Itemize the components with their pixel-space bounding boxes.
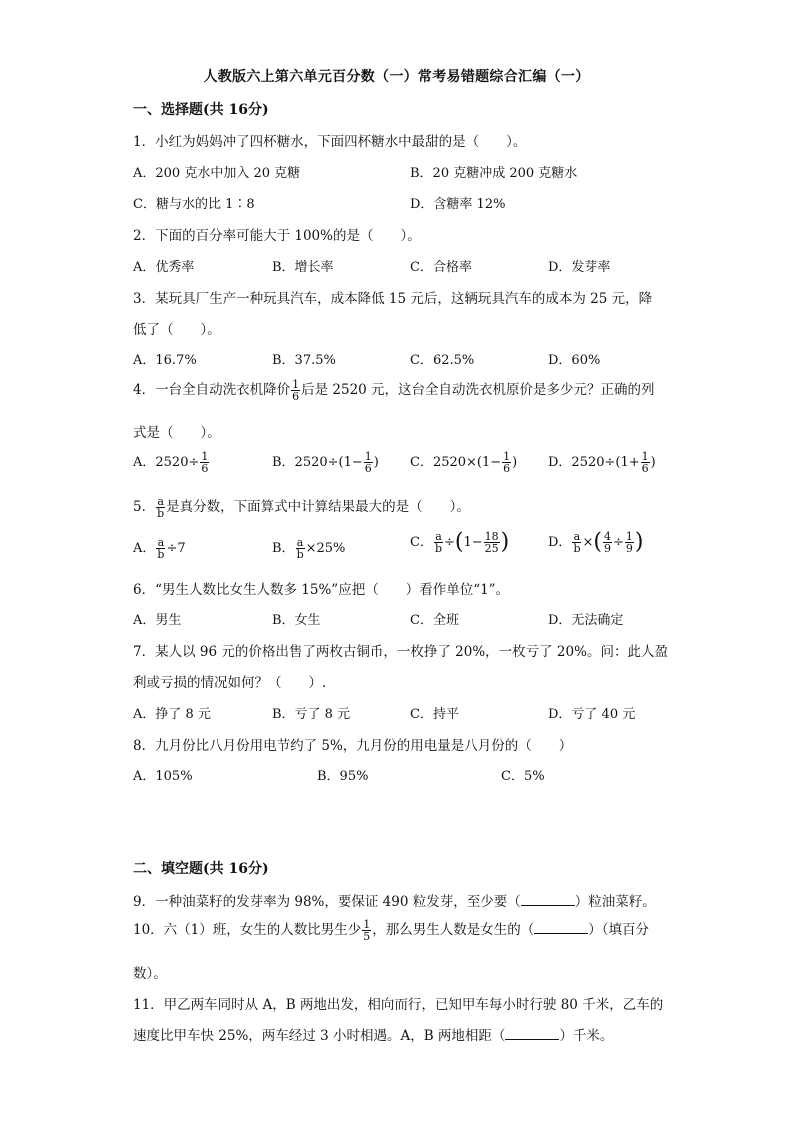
q4-option-b: B．2520÷(1− $\frac{1}{6}$ ) [272, 450, 379, 475]
question-6: 6．“男生人数比女生人数多 15%”应把（ ）看作单位“1”。 [133, 582, 510, 598]
q3-option-c: C．62.5% [410, 353, 475, 368]
q2-option-a: A．优秀率 [133, 260, 195, 275]
q4-fraction: $\frac{1}{6}$ [292, 378, 300, 403]
answer-blank-q10[interactable] [534, 923, 588, 934]
section-heading-fill: 二、填空题(共 16分) [133, 861, 269, 877]
question-7-line-2: 利或亏损的情况如何？（ ）. [133, 675, 327, 691]
q5-option-a: A． $\frac{a}{b}$ ÷7 [133, 536, 186, 561]
q4-option-d: D．2520÷(1+ $\frac{1}{6}$ ) [548, 450, 656, 475]
q8-option-a: A．105% [133, 769, 193, 784]
question-8: 8．九月份比八月份用电节约了 5%，九月份的用电量是八月份的（ ） [133, 738, 573, 754]
q2-option-c: C．合格率 [410, 260, 472, 275]
q8-option-c: C．5% [501, 769, 545, 784]
q5-fraction-ab: $\frac{a}{b}$ [157, 495, 165, 520]
q1-option-d: D．含糖率 12% [410, 197, 506, 212]
question-4-line-2: 式是（ ）。 [133, 425, 221, 441]
question-10-line-2: 数）。 [133, 966, 167, 982]
q4-option-c: C．2520×(1− $\frac{1}{6}$ ) [410, 450, 518, 475]
q6-option-c: C．全班 [410, 613, 459, 628]
q4-text-pre: 4．一台全自动洗衣机降价 [133, 382, 291, 398]
question-3-line-2: 低了（ ）。 [133, 322, 221, 338]
q5-option-d: D． $\frac{a}{b}$ ×( $\frac{4}{9}$ ÷ $\frac{1}{9}$ ) [548, 529, 644, 555]
q7-option-a: A．挣了 8 元 [133, 707, 211, 722]
q6-option-a: A．男生 [133, 613, 182, 628]
q7-option-d: D．亏了 40 元 [548, 707, 636, 722]
question-7-line-1: 7．某人以 96 元的价格出售了两枚古铜币，一枚挣了 20%，一枚亏了 20%。问：此人盈 [133, 644, 668, 660]
q1-option-c: C．糖与水的比 1∶8 [133, 197, 255, 212]
q5-option-c: C． $\frac{a}{b}$ ÷(1− $\frac{18}{25}$ ) [410, 529, 510, 555]
q10-fraction: $\frac{1}{5}$ [363, 918, 371, 943]
section-heading-choice: 一、选择题(共 16分) [133, 102, 269, 118]
question-11-line-1: 11．甲乙两车同时从 A，B 两地出发，相向而行，已知甲车每小时行驶 80 千米，乙车的 [133, 997, 664, 1013]
q4-option-a: A．2520÷ $\frac{1}{6}$ [133, 450, 209, 475]
q6-option-b: B．女生 [272, 613, 321, 628]
question-10-line-1: 10．六（1）班，女生的人数比男生少 $\frac{1}{5}$ ，那么男生人数是女生的（ ）（填百分 [133, 918, 650, 943]
question-3-line-1: 3．某玩具厂生产一种玩具汽车，成本降低 15 元后，这辆玩具汽车的成本为 25 元，降 [133, 291, 653, 307]
q1-option-b: B．20 克糖冲成 200 克糖水 [410, 166, 578, 181]
question-4-line-1 [133, 378, 655, 402]
q4-text-post: 后是 2520 元，这台全自动洗衣机原价是多少元？正确的列 [301, 382, 655, 398]
q3-option-a: A．16.7% [133, 353, 197, 368]
q3-option-b: B．37.5% [272, 353, 336, 368]
question-5: 5． $\frac{a}{b}$ 是真分数，下面算式中计算结果最大的是（ ）。 [133, 495, 470, 520]
question-9: 9．一种油菜籽的发芽率为 98%，要保证 490 粒发芽，至少要（ ）粒油菜籽。 [133, 894, 656, 910]
q1-option-a: A．200 克水中加入 20 克糖 [133, 166, 301, 181]
q2-option-b: B．增长率 [272, 260, 334, 275]
question-11-line-2: 速度比甲车快 25%，两车经过 3 小时相遇。A，B 两地相距（ ）千米。 [133, 1028, 614, 1044]
q8-option-b: B．95% [317, 769, 369, 784]
q7-option-c: C．持平 [410, 707, 459, 722]
answer-blank-q9[interactable] [521, 895, 575, 906]
q7-option-b: B．亏了 8 元 [272, 707, 351, 722]
question-2: 2．下面的百分率可能大于 100%的是（ ）。 [133, 228, 421, 244]
page-title: 人教版六上第六单元百分数（一）常考易错题综合汇编（一） [203, 69, 590, 85]
q5-option-b: B． $\frac{a}{b}$ ×25% [272, 536, 346, 561]
question-1: 1．小红为妈妈冲了四杯糖水，下面四杯糖水中最甜的是（ ）。 [133, 134, 527, 150]
q3-option-d: D．60% [548, 353, 601, 368]
q2-option-d: D．发芽率 [548, 260, 611, 275]
q6-option-d: D．无法确定 [548, 613, 624, 628]
answer-blank-q11[interactable] [505, 1029, 559, 1040]
